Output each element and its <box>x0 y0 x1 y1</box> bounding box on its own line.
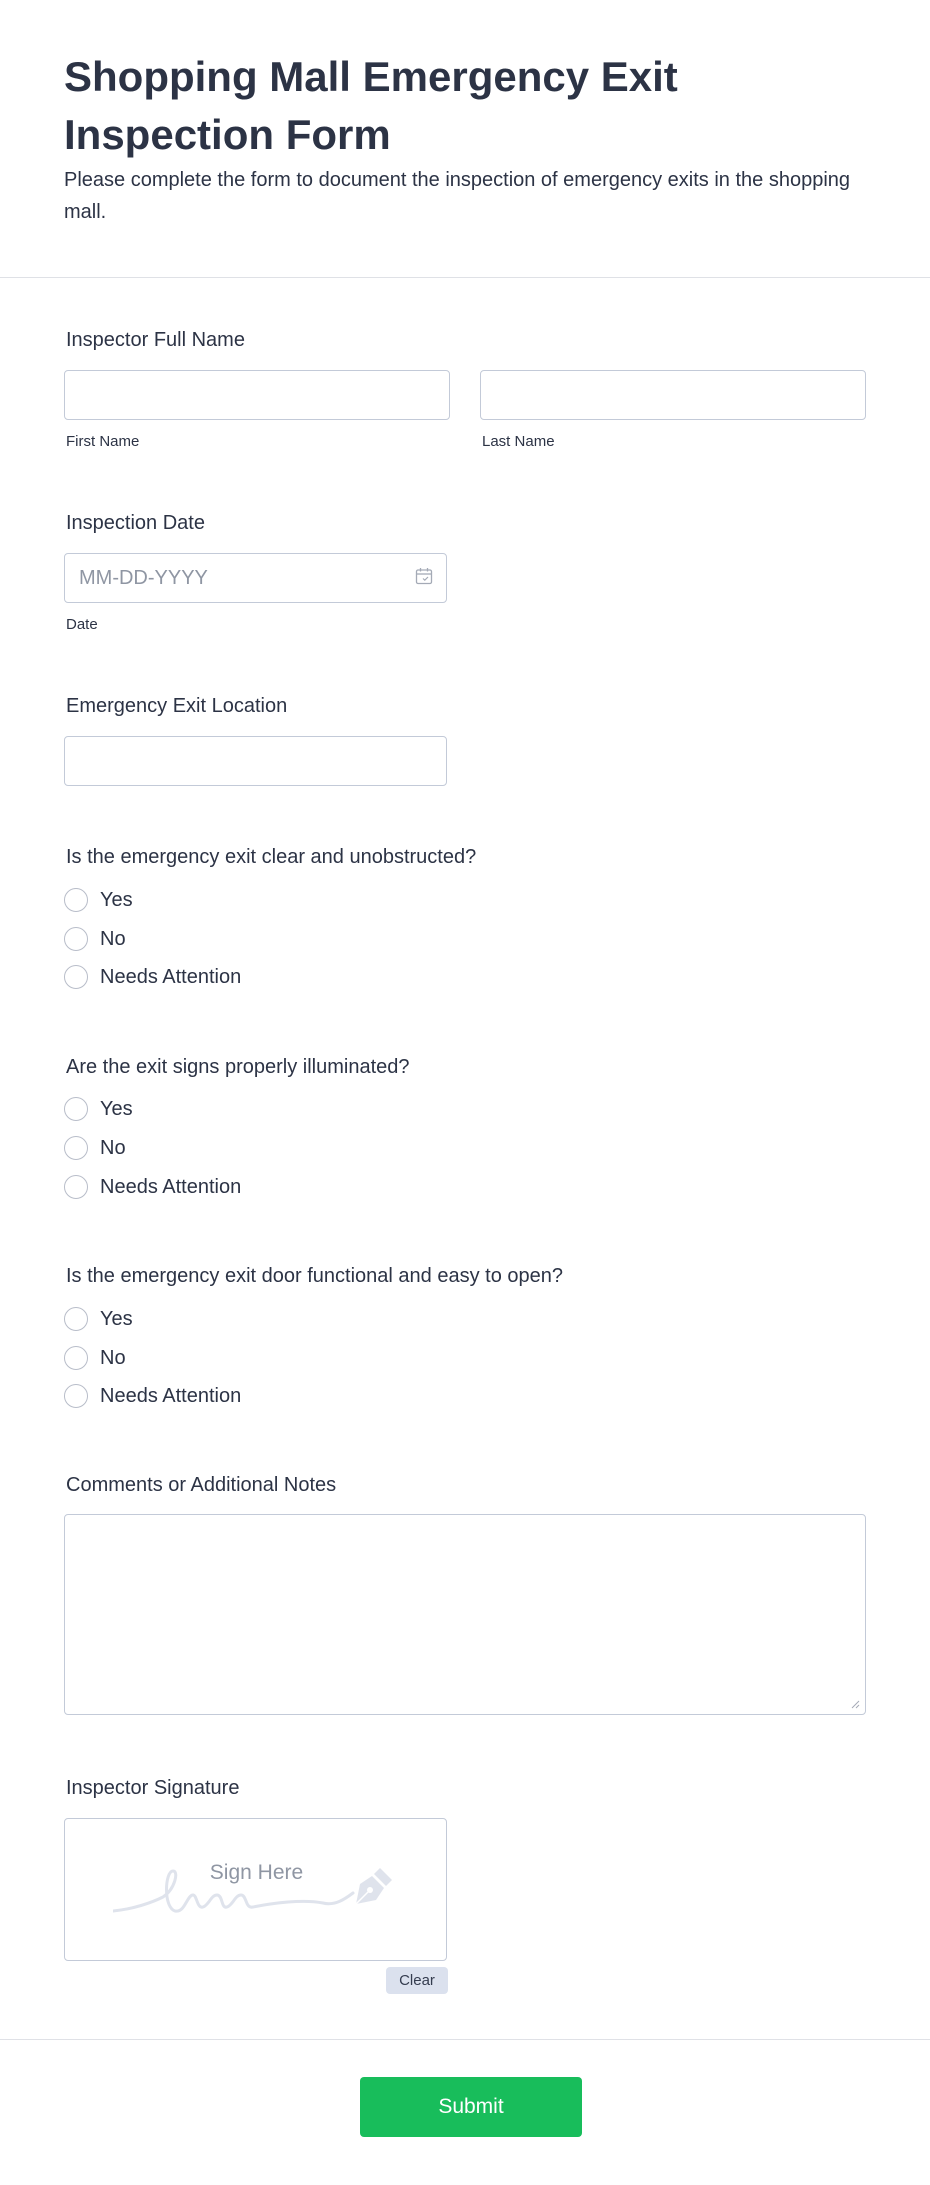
radio-label: No <box>100 927 126 950</box>
question-door-label: Is the emergency exit door functional and easy to open? <box>66 1265 563 1287</box>
radio-label: Yes <box>100 1097 133 1120</box>
page-title: Shopping Mall Emergency Exit Inspection Form <box>64 53 678 158</box>
form-header <box>0 0 930 278</box>
calendar-icon[interactable] <box>415 567 433 585</box>
exit-location-label: Emergency Exit Location <box>66 695 288 717</box>
last-name-input[interactable] <box>480 370 866 420</box>
radio-circle[interactable] <box>64 965 88 989</box>
radio-circle[interactable] <box>64 1175 88 1199</box>
radio-signs-yes[interactable] <box>64 1094 133 1124</box>
first-name-input[interactable] <box>64 370 450 420</box>
first-name-sublabel: First Name <box>66 433 140 450</box>
signature-placeholder-text: Sign Here <box>209 1861 304 1884</box>
radio-circle[interactable] <box>64 1136 88 1160</box>
radio-door-yes[interactable] <box>64 1304 133 1334</box>
radio-label: Needs Attention <box>100 1175 242 1198</box>
signature-label: Inspector Signature <box>66 1777 240 1799</box>
radio-circle[interactable] <box>64 927 88 951</box>
inspection-date-label: Inspection Date <box>66 512 205 534</box>
question-clear-label: Is the emergency exit clear and unobstructed? <box>66 846 477 868</box>
date-sublabel: Date <box>66 616 98 633</box>
footer-divider <box>0 2039 930 2040</box>
inspector-name-label: Inspector Full Name <box>66 329 245 351</box>
submit-button[interactable]: Submit <box>360 2077 582 2137</box>
page-subtitle: Please complete the form to document the inspection of emergency exits in the shopping mall. <box>64 169 851 223</box>
radio-door-needs-attention[interactable] <box>64 1381 241 1411</box>
radio-clear-no[interactable] <box>64 924 126 954</box>
radio-label: Needs Attention <box>100 965 242 988</box>
radio-circle[interactable] <box>64 1097 88 1121</box>
date-input[interactable] <box>64 553 447 603</box>
radio-label: Needs Attention <box>100 1384 242 1407</box>
comments-label: Comments or Additional Notes <box>66 1474 337 1496</box>
radio-circle[interactable] <box>64 1384 88 1408</box>
question-signs-label: Are the exit signs properly illuminated? <box>66 1056 410 1078</box>
radio-circle[interactable] <box>64 1346 88 1370</box>
exit-location-input[interactable] <box>64 736 447 786</box>
comments-textarea[interactable] <box>64 1514 866 1715</box>
resize-handle-icon[interactable] <box>850 1699 860 1709</box>
last-name-sublabel: Last Name <box>482 433 555 450</box>
radio-clear-yes[interactable] <box>64 885 133 915</box>
clear-signature-button[interactable]: Clear <box>386 1967 448 1994</box>
radio-circle[interactable] <box>64 888 88 912</box>
radio-clear-needs-attention[interactable] <box>64 962 241 992</box>
radio-door-no[interactable] <box>64 1343 126 1373</box>
radio-label: No <box>100 1346 126 1369</box>
signature-pad[interactable] <box>64 1818 447 1961</box>
comments-wrapper <box>64 1514 866 1715</box>
radio-signs-needs-attention[interactable] <box>64 1172 241 1202</box>
radio-label: Yes <box>100 1307 133 1330</box>
radio-label: No <box>100 1136 126 1159</box>
radio-circle[interactable] <box>64 1307 88 1331</box>
radio-signs-no[interactable] <box>64 1133 126 1163</box>
radio-label: Yes <box>100 888 133 911</box>
